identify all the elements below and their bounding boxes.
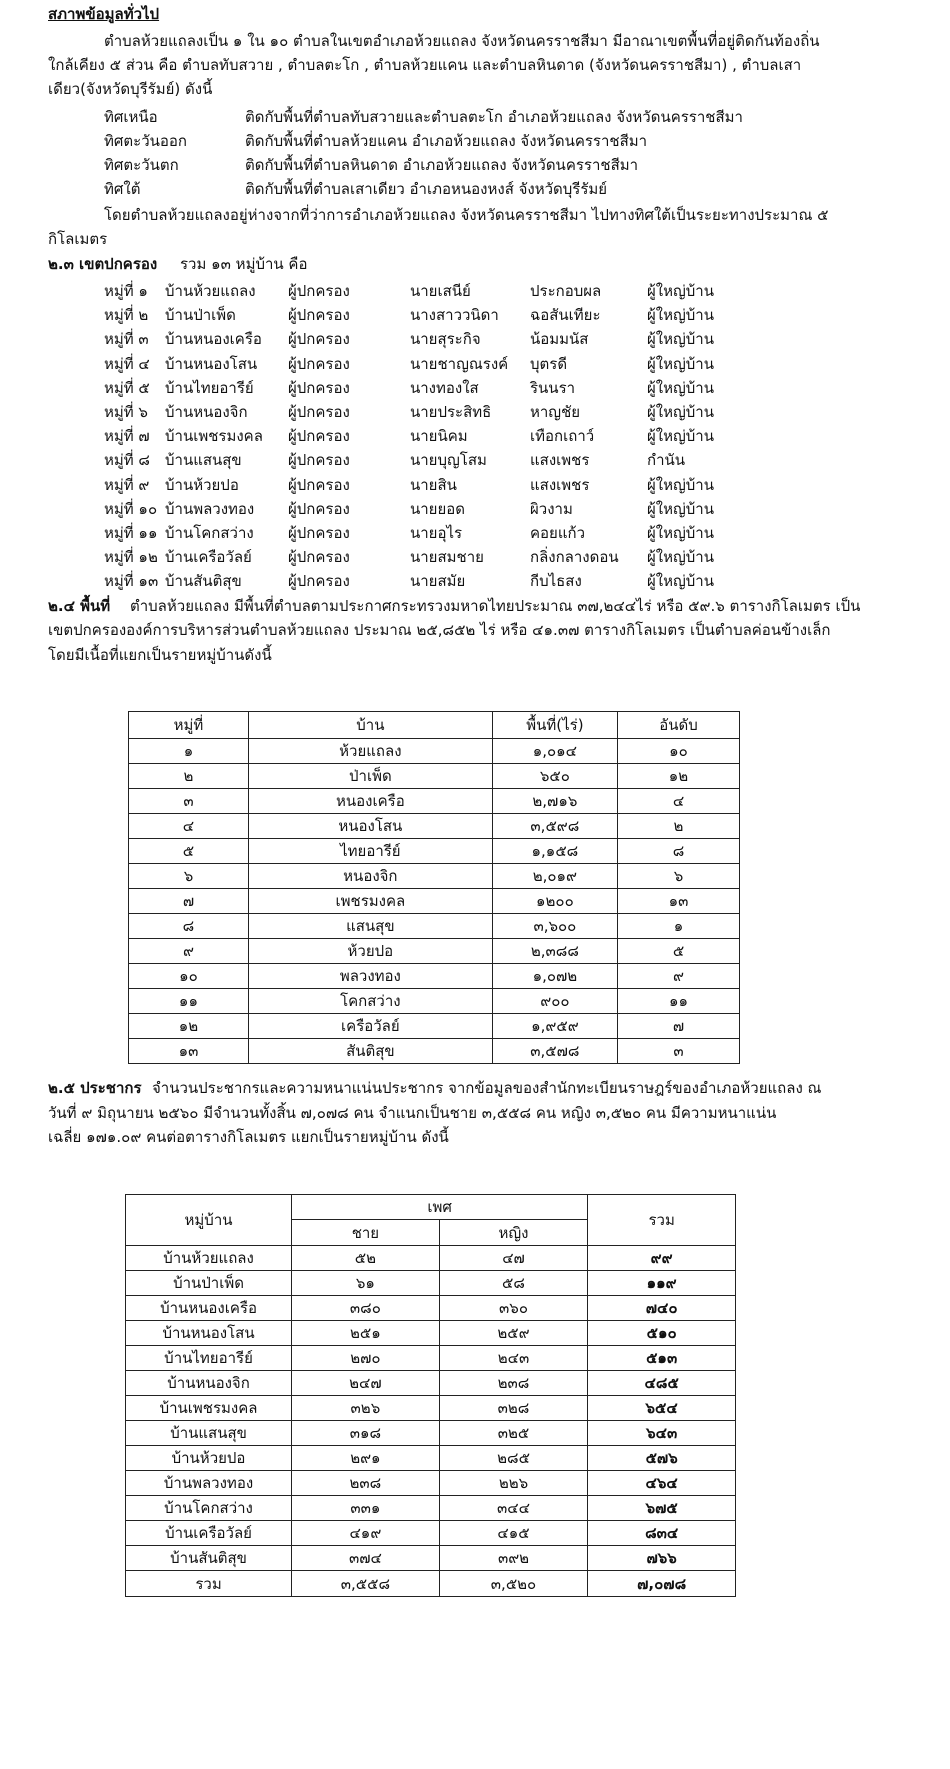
intro-line-3: เดียว(จังหวัดบุรีรัมย์) ดังนี้ <box>48 80 213 98</box>
cell-village: ห้วยปอ <box>248 939 492 964</box>
admin-title: กำนัน <box>647 451 686 470</box>
cell-village: บ้านไทยอารีย์ <box>126 1346 292 1371</box>
admin-surname: หาญชัย <box>530 403 581 421</box>
cell-rank: ๔ <box>617 789 739 814</box>
area-line-1: ตำบลห้วยแถลง มีพื้นที่ตำบลตามประกาศกระทรวงมหาดไทยประมาณ ๓๗,๒๔๔ไร่ หรือ ๕๙.๖ ตารางกิโลเมตร เป็น <box>130 597 861 615</box>
cell-total: ๕๑๐ <box>588 1321 736 1346</box>
admin-role: ผู้ปกครอง <box>288 548 350 567</box>
admin-role: ผู้ปกครอง <box>288 378 350 397</box>
cell-male: ๓๑๘ <box>292 1421 440 1446</box>
admin-title: ผู้ใหญ่บ้าน <box>647 378 714 397</box>
admin-moo: หมู่ที่ ๔ <box>104 354 150 373</box>
border-direction: ทิศตะวันตก <box>104 156 179 174</box>
admin-title: ผู้ใหญ่บ้าน <box>647 282 714 300</box>
cell-male: ๒๙๑ <box>292 1446 440 1471</box>
cell-moo: ๓ <box>129 789 249 814</box>
cell-village: บ้านเครือวัลย์ <box>126 1521 292 1546</box>
table-row <box>129 889 740 914</box>
admin-moo: หมู่ที่ ๒ <box>104 306 149 325</box>
admin-role: ผู้ปกครอง <box>288 354 350 373</box>
intro-line-1: ตำบลห้วยแถลงเป็น ๑ ใน ๑๐ ตำบลในเขตอำเภอห้วยแถลง จังหวัดนครราชสีมา มีอาณาเขตพื้นที่อยู่ติดกันท้องถิ่น <box>104 32 820 50</box>
admin-name: นายชาญณรงค์ <box>410 354 509 373</box>
cell-male: ๒๗๐ <box>292 1346 440 1371</box>
cell-village: พลวงทอง <box>248 964 492 989</box>
admin-role: ผู้ปกครอง <box>288 282 350 300</box>
cell-male: ๓๗๔ <box>292 1546 440 1571</box>
cell-village: ห้วยแถลง <box>248 739 492 764</box>
table-row <box>126 1346 736 1371</box>
col-header-area-rai: พื้นที่(ไร่) <box>492 712 617 739</box>
cell-village: สันติสุข <box>248 1039 492 1064</box>
table-row <box>126 1396 736 1421</box>
cell-female: ๕๘ <box>439 1271 588 1296</box>
area-line-2: เขตปกครององค์การบริหารส่วนตำบลห้วยแถลง ประมาณ ๒๕,๘๕๒ ไร่ หรือ ๔๑.๓๗ ตารางกิโลเมตร เป็นตำบลค่อนข้างเล็ก <box>48 621 831 639</box>
table-row <box>129 839 740 864</box>
admin-moo: หมู่ที่ ๑๐ <box>104 499 158 518</box>
cell-moo: ๘ <box>129 914 249 939</box>
border-description: ติดกับพื้นที่ตำบลเสาเดียว อำเภอหนองหงส์ จังหวัดบุรีรัมย์ <box>245 180 608 198</box>
cell-area-rai: ๙๐๐ <box>492 989 617 1014</box>
admin-role: ผู้ปกครอง <box>288 524 350 542</box>
section-heading-general: สภาพข้อมูลทั่วไป <box>48 5 160 23</box>
cell-male: ๔๑๙ <box>292 1521 440 1546</box>
cell-male: ๒๕๑ <box>292 1321 440 1346</box>
admin-village: บ้านห้วยแถลง <box>165 282 256 300</box>
cell-male: ๓๒๖ <box>292 1396 440 1421</box>
admin-village: บ้านไทยอารีย์ <box>165 378 254 397</box>
cell-village: หนองโสน <box>248 814 492 839</box>
admin-surname: รินนรา <box>530 378 576 397</box>
cell-moo: ๑๓ <box>129 1039 249 1064</box>
table-row <box>126 1321 736 1346</box>
admin-name: นายบุญโสม <box>410 451 487 470</box>
distance-line-1: โดยตำบลห้วยแถลงอยู่ห่างจากที่ว่าการอำเภอห้วยแถลง จังหวัดนครราชสีมา ไปทางทิศใต้เป็นระยะทางประมาณ ๕ <box>104 206 829 224</box>
cell-rank: ๑๐ <box>617 739 739 764</box>
cell-area-rai: ๓,๕๗๘ <box>492 1039 617 1064</box>
admin-name: นายยอด <box>410 499 466 518</box>
cell-village: บ้านหนองเครือ <box>126 1296 292 1321</box>
section-heading-admin: ๒.๓ เขตปกครอง <box>48 255 158 273</box>
admin-village: บ้านเครือวัลย์ <box>165 548 252 567</box>
table-row <box>126 1296 736 1321</box>
cell-male: ๓๘๐ <box>292 1296 440 1321</box>
admin-title: ผู้ใหญ่บ้าน <box>647 330 714 349</box>
cell-female: ๒๔๓ <box>439 1346 588 1371</box>
admin-surname: น้อมมนัส <box>530 330 589 349</box>
border-direction: ทิศตะวันออก <box>104 132 187 150</box>
admin-village: บ้านป่าเพ็ด <box>165 306 236 325</box>
cell-female: ๓๒๕ <box>439 1421 588 1446</box>
admin-moo: หมู่ที่ ๑๑ <box>104 524 158 542</box>
table-row <box>129 914 740 939</box>
cell-area-rai: ๒,๗๑๖ <box>492 789 617 814</box>
cell-total: ๗๔๐ <box>588 1296 736 1321</box>
table-row <box>126 1371 736 1396</box>
border-description: ติดกับพื้นที่ตำบลห้วยแคน อำเภอห้วยแถลง จังหวัดนครราชสีมา <box>245 132 648 150</box>
col-header-male: ชาย <box>292 1220 440 1246</box>
cell-female: ๒๘๕ <box>439 1446 588 1471</box>
border-description: ติดกับพื้นที่ตำบลหินดาด อำเภอห้วยแถลง จังหวัดนครราชสีมา <box>245 156 639 174</box>
admin-surname: ผิวงาม <box>530 499 573 518</box>
cell-rank: ๑๓ <box>617 889 739 914</box>
admin-moo: หมู่ที่ ๑๓ <box>104 572 159 591</box>
admin-title: ผู้ใหญ่บ้าน <box>647 306 714 325</box>
admin-title: ผู้ใหญ่บ้าน <box>647 475 714 494</box>
distance-line-2: กิโลเมตร <box>48 230 108 248</box>
cell-total: ๔๘๕ <box>588 1371 736 1396</box>
admin-name: นายประสิทธิ <box>410 403 492 421</box>
cell-rank: ๓ <box>617 1039 739 1064</box>
cell-village: เครือวัลย์ <box>248 1014 492 1039</box>
admin-title: ผู้ใหญ่บ้าน <box>647 427 714 446</box>
cell-moo: ๗ <box>129 889 249 914</box>
admin-moo: หมู่ที่ ๕ <box>104 378 150 397</box>
admin-role: ผู้ปกครอง <box>288 451 350 470</box>
admin-summary: รวม ๑๓ หมู่บ้าน คือ <box>180 255 308 273</box>
cell-village: บ้านป่าเพ็ด <box>126 1271 292 1296</box>
cell-village: บ้านพลวงทอง <box>126 1471 292 1496</box>
table-row <box>129 989 740 1014</box>
admin-village: บ้านเพชรมงคล <box>165 427 263 446</box>
admin-surname: คอยแก้ว <box>530 524 586 542</box>
admin-role: ผู้ปกครอง <box>288 306 350 325</box>
cell-total: ๗๖๖ <box>588 1546 736 1571</box>
section-heading-area: ๒.๔ พื้นที่ <box>48 597 111 615</box>
area-line-3: โดยมีเนื้อที่แยกเป็นรายหมู่บ้านดังนี้ <box>48 646 272 664</box>
admin-surname: ฉอสันเทียะ <box>530 306 601 325</box>
cell-male: ๒๓๘ <box>292 1471 440 1496</box>
admin-name: นายสมัย <box>410 572 466 591</box>
cell-male: ๒๔๗ <box>292 1371 440 1396</box>
col-header-total: รวม <box>588 1195 736 1246</box>
cell-male: ๓,๕๕๘ <box>292 1571 440 1597</box>
admin-moo: หมู่ที่ ๑ <box>104 282 148 300</box>
admin-role: ผู้ปกครอง <box>288 403 350 421</box>
cell-moo: ๒ <box>129 764 249 789</box>
admin-role: ผู้ปกครอง <box>288 427 350 446</box>
col-header-village: บ้าน <box>248 712 492 739</box>
table-row <box>126 1496 736 1521</box>
table-row <box>129 939 740 964</box>
admin-title: ผู้ใหญ่บ้าน <box>647 499 714 518</box>
cell-area-rai: ๑,๙๕๙ <box>492 1014 617 1039</box>
cell-total: ๕๑๓ <box>588 1346 736 1371</box>
cell-village: บ้านโคกสว่าง <box>126 1496 292 1521</box>
admin-role: ผู้ปกครอง <box>288 330 350 349</box>
admin-title: ผู้ใหญ่บ้าน <box>647 572 714 591</box>
cell-total: ๘๓๔ <box>588 1521 736 1546</box>
total-row <box>126 1571 736 1597</box>
cell-female: ๓๔๔ <box>439 1496 588 1521</box>
cell-moo: ๑๑ <box>129 989 249 1014</box>
population-line-3: เฉลี่ย ๑๗๑.๐๙ คนต่อตารางกิโลเมตร แยกเป็นรายหมู่บ้าน ดังนี้ <box>48 1128 449 1146</box>
border-direction: ทิศเหนือ <box>104 108 158 126</box>
population-table-header-row-1 <box>126 1195 736 1220</box>
admin-title: ผู้ใหญ่บ้าน <box>647 548 714 567</box>
table-row <box>126 1421 736 1446</box>
admin-role: ผู้ปกครอง <box>288 572 350 591</box>
cell-village: บ้านห้วยปอ <box>126 1446 292 1471</box>
cell-area-rai: ๓,๕๙๘ <box>492 814 617 839</box>
col-header-sex: เพศ <box>292 1195 588 1220</box>
border-description: ติดกับพื้นที่ตำบลทับสวายและตำบลตะโก อำเภอห้วยแถลง จังหวัดนครราชสีมา <box>245 108 743 126</box>
table-row <box>129 1039 740 1064</box>
cell-rank: ๘ <box>617 839 739 864</box>
admin-village: บ้านห้วยปอ <box>165 475 239 494</box>
col-header-rank: อันดับ <box>617 712 739 739</box>
cell-village: บ้านหนองจิก <box>126 1371 292 1396</box>
cell-moo: ๙ <box>129 939 249 964</box>
admin-village: บ้านพลวงทอง <box>165 499 255 518</box>
table-row <box>129 814 740 839</box>
cell-village: ไทยอารีย์ <box>248 839 492 864</box>
cell-female: ๓๖๐ <box>439 1296 588 1321</box>
admin-name: นายนิคม <box>410 427 468 446</box>
admin-moo: หมู่ที่ ๙ <box>104 475 150 494</box>
table-row <box>126 1546 736 1571</box>
cell-village: บ้านเพชรมงคล <box>126 1396 292 1421</box>
col-header-moo: หมู่ที่ <box>129 712 249 739</box>
cell-male: ๓๓๑ <box>292 1496 440 1521</box>
admin-surname: แสงเพชร <box>530 451 590 470</box>
admin-village: บ้านหนองโสน <box>165 354 258 373</box>
cell-rank: ๗ <box>617 1014 739 1039</box>
cell-male: ๖๑ <box>292 1271 440 1296</box>
cell-total: ๙๙ <box>588 1246 736 1271</box>
admin-title: ผู้ใหญ่บ้าน <box>647 403 714 421</box>
table-row <box>126 1471 736 1496</box>
cell-rank: ๑๑ <box>617 989 739 1014</box>
cell-rank: ๖ <box>617 864 739 889</box>
cell-female: ๒๕๙ <box>439 1321 588 1346</box>
cell-village: หนองจิก <box>248 864 492 889</box>
cell-area-rai: ๖๕๐ <box>492 764 617 789</box>
cell-moo: ๕ <box>129 839 249 864</box>
population-line-1: จำนวนประชากรและความหนาแน่นประชากร จากข้อมูลของสำนักทะเบียนราษฎร์ของอำเภอห้วยแถลง ณ <box>152 1079 822 1097</box>
cell-area-rai: ๒,๐๑๙ <box>492 864 617 889</box>
col-header-female: หญิง <box>439 1220 588 1246</box>
cell-village: เพชรมงคล <box>248 889 492 914</box>
admin-moo: หมู่ที่ ๑๒ <box>104 548 158 567</box>
cell-area-rai: ๑,๐๑๔ <box>492 739 617 764</box>
cell-female: ๓๙๒ <box>439 1546 588 1571</box>
cell-village: ป่าเพ็ด <box>248 764 492 789</box>
admin-name: นายอุไร <box>410 524 463 542</box>
cell-rank: ๑ <box>617 914 739 939</box>
admin-village: บ้านสันติสุข <box>165 572 242 591</box>
cell-village: หนองเครือ <box>248 789 492 814</box>
admin-name: นายเสนีย์ <box>410 282 471 300</box>
admin-moo: หมู่ที่ ๘ <box>104 451 151 470</box>
cell-village: บ้านหนองโสน <box>126 1321 292 1346</box>
admin-role: ผู้ปกครอง <box>288 499 350 518</box>
cell-total: ๖๗๕ <box>588 1496 736 1521</box>
admin-surname: เทือกเถาว์ <box>530 427 595 446</box>
cell-male: ๕๒ <box>292 1246 440 1271</box>
cell-female: ๔๑๕ <box>439 1521 588 1546</box>
admin-village: บ้านโคกสว่าง <box>165 524 254 542</box>
cell-female: ๓,๕๒๐ <box>439 1571 588 1597</box>
cell-moo: ๑๐ <box>129 964 249 989</box>
cell-female: ๔๗ <box>439 1246 588 1271</box>
table-row <box>126 1271 736 1296</box>
cell-moo: ๖ <box>129 864 249 889</box>
border-direction: ทิศใต้ <box>104 180 141 198</box>
cell-village: แสนสุข <box>248 914 492 939</box>
cell-total: ๑๑๙ <box>588 1271 736 1296</box>
table-row <box>126 1446 736 1471</box>
cell-moo: ๑๒ <box>129 1014 249 1039</box>
table-row <box>126 1521 736 1546</box>
section-heading-population: ๒.๕ ประชากร <box>48 1079 142 1097</box>
admin-role: ผู้ปกครอง <box>288 475 350 494</box>
table-row <box>126 1246 736 1271</box>
intro-line-2: ใกล้เคียง ๕ ส่วน คือ ตำบลทับสวาย , ตำบลตะโก , ตำบลห้วยแคน และตำบลหินดาด (จังหวัดนครราชสีมา) , ตำบลเสา <box>48 56 802 74</box>
population-line-2: วันที่ ๙ มิถุนายน ๒๕๖๐ มีจำนวนทั้งสิ้น ๗,๐๗๘ คน จำแนกเป็นชาย ๓,๕๕๘ คน หญิง ๓,๕๒๐ คน มีความหนาแน่น <box>48 1104 777 1122</box>
admin-name: นายสุระกิจ <box>410 330 481 349</box>
cell-total: ๖๔๓ <box>588 1421 736 1446</box>
table-row <box>129 1014 740 1039</box>
cell-female: ๒๒๖ <box>439 1471 588 1496</box>
admin-surname: กีบไธสง <box>530 572 582 591</box>
population-table <box>125 1194 736 1597</box>
admin-surname: ประกอบผล <box>530 282 602 300</box>
admin-surname: แสงเพชร <box>530 475 590 494</box>
total-label: รวม <box>126 1571 292 1597</box>
table-row <box>129 964 740 989</box>
cell-rank: ๒ <box>617 814 739 839</box>
admin-name: นายสมชาย <box>410 548 484 567</box>
cell-area-rai: ๑,๑๕๘ <box>492 839 617 864</box>
admin-village: บ้านแสนสุข <box>165 451 242 470</box>
admin-title: ผู้ใหญ่บ้าน <box>647 354 714 373</box>
admin-title: ผู้ใหญ่บ้าน <box>647 524 714 542</box>
table-row <box>129 864 740 889</box>
cell-area-rai: ๑,๐๗๒ <box>492 964 617 989</box>
cell-village: บ้านแสนสุข <box>126 1421 292 1446</box>
area-table <box>128 711 740 1064</box>
col-header-village: หมู่บ้าน <box>126 1195 292 1246</box>
admin-surname: กลิ่งกลางดอน <box>530 548 619 567</box>
admin-name: นายสิน <box>410 475 457 494</box>
cell-total: ๖๕๔ <box>588 1396 736 1421</box>
cell-area-rai: ๑๒๐๐ <box>492 889 617 914</box>
area-table-header-row <box>129 712 740 739</box>
table-row <box>129 789 740 814</box>
admin-village: บ้านหนองจิก <box>165 403 248 421</box>
cell-rank: ๑๒ <box>617 764 739 789</box>
cell-total: ๔๖๔ <box>588 1471 736 1496</box>
cell-rank: ๙ <box>617 964 739 989</box>
admin-name: นางสาววนิดา <box>410 306 499 325</box>
cell-village: บ้านสันติสุข <box>126 1546 292 1571</box>
cell-area-rai: ๓,๖๐๐ <box>492 914 617 939</box>
table-row <box>129 739 740 764</box>
cell-area-rai: ๒,๓๘๘ <box>492 939 617 964</box>
cell-female: ๓๒๘ <box>439 1396 588 1421</box>
cell-moo: ๑ <box>129 739 249 764</box>
admin-moo: หมู่ที่ ๖ <box>104 403 148 421</box>
cell-total: ๗,๐๗๘ <box>588 1571 736 1597</box>
cell-moo: ๔ <box>129 814 249 839</box>
admin-surname: บุตรดี <box>530 354 568 373</box>
admin-moo: หมู่ที่ ๗ <box>104 427 150 446</box>
cell-rank: ๕ <box>617 939 739 964</box>
admin-name: นางทองใส <box>410 378 479 397</box>
cell-village: บ้านห้วยแถลง <box>126 1246 292 1271</box>
cell-total: ๕๗๖ <box>588 1446 736 1471</box>
admin-village: บ้านหนองเครือ <box>165 330 262 349</box>
cell-village: โคกสว่าง <box>248 989 492 1014</box>
cell-female: ๒๓๘ <box>439 1371 588 1396</box>
table-row <box>129 764 740 789</box>
admin-moo: หมู่ที่ ๓ <box>104 330 149 349</box>
